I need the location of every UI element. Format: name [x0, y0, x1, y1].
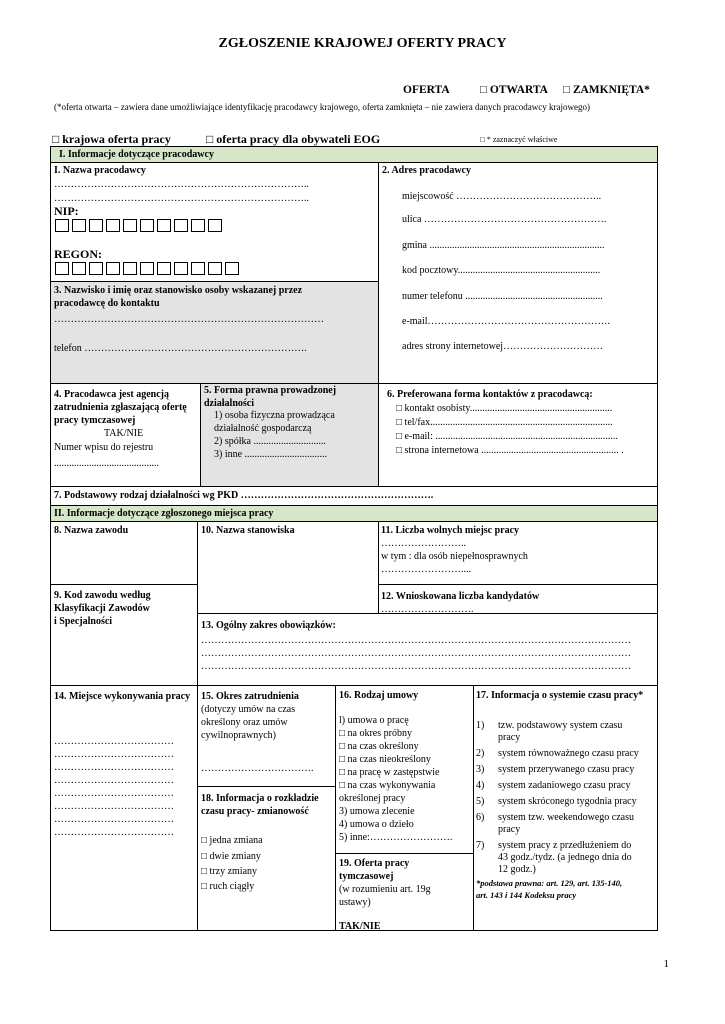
legal-form-label: 5. Forma prawna prowadzonej działalności — [204, 385, 337, 409]
eog-offer-checkbox[interactable]: □ oferta pracy dla obywateli EOG — [206, 132, 381, 146]
working-time-option[interactable]: tzw. podstawowy system czasu — [498, 720, 623, 731]
vacancies-disabled-label: w tym : dla osób niepełnosprawnych — [381, 551, 528, 562]
employment-period-desc-1: (dotyczy umów na czas — [201, 704, 296, 715]
shift-one[interactable]: □ jedna zmiana — [201, 835, 263, 846]
legal-form-item-1[interactable]: 1) osoba fizyczna prowadząca — [214, 410, 335, 421]
address-postcode[interactable]: kod pocztowy......................................................... — [402, 265, 601, 276]
contract-task-b: określonej pracy — [339, 793, 406, 804]
form-title: ZGŁOSZENIE KRAJOWEJ OFERTY PRACY — [218, 36, 507, 51]
address-street[interactable]: ulica ………………………………………………. — [402, 214, 607, 225]
working-time-option[interactable]: system równoważnego czasu pracy — [498, 748, 639, 759]
address-email[interactable]: e-mail………………………………………………. — [402, 316, 611, 327]
offer-closed-checkbox[interactable]: □ ZAMKNIĘTA* — [563, 84, 650, 96]
agency-yesno[interactable]: TAK/NIE — [104, 428, 144, 439]
contact-form-website[interactable]: □ strona internetowa ....................................................... . — [396, 445, 624, 456]
location-line-8[interactable]: ……………………………… — [54, 827, 174, 838]
regon-cells[interactable] — [55, 262, 242, 275]
duties-line-2[interactable]: ………………………………………………………………………………………………………………… — [201, 648, 631, 659]
occupation-label: 8. Nazwa zawodu — [54, 525, 129, 536]
legal-form-item-3[interactable]: 3) inne ................................. — [214, 449, 328, 460]
nip-cells[interactable] — [55, 219, 225, 232]
pkd-label[interactable]: 7. Podstawowy rodzaj działalności wg PKD …………………………………………………. — [54, 490, 434, 501]
working-time-label: 17. Informacja o systemie czasu pracy* — [476, 690, 644, 701]
vacancies-label: 11. Liczba wolnych miejsc pracy — [381, 525, 520, 536]
contract-other[interactable]: 5) inne:……………………. — [339, 832, 453, 843]
working-time-number: 3) — [476, 764, 485, 775]
temp-offer-label-2: tymczasowej — [339, 871, 394, 882]
candidates-label: 12. Wnioskowana liczba kandydatów — [381, 591, 540, 602]
address-phone[interactable]: numer telefonu ....................................................... — [402, 291, 603, 302]
location-line-5[interactable]: ……………………………… — [54, 788, 174, 799]
working-time-number: 1) — [476, 720, 485, 731]
address-commune[interactable]: gmina ...................................................................... — [402, 240, 605, 251]
section-1-header — [50, 146, 658, 163]
contract-mandate[interactable]: 3) umowa zlecenie — [339, 806, 415, 817]
contact-person-label: 3. Nazwisko i imię oraz stanowisko osoby wskazanej przez pracodawcę do kontaktu — [54, 285, 303, 309]
employer-name-line-2[interactable]: ………………………………………………………………….. — [54, 193, 309, 204]
workplace-location-label: 14. Miejsce wykonywania pracy — [54, 691, 191, 702]
vacancies-disabled-dots[interactable]: …………………….... — [381, 564, 471, 575]
legal-basis-1: *podstawa prawna: art. 129, art. 135-140, — [476, 878, 623, 888]
contract-employment[interactable]: l) umowa o pracę — [339, 715, 409, 726]
section-2-header — [50, 505, 658, 522]
location-line-6[interactable]: ……………………………… — [54, 801, 174, 812]
working-time-option[interactable]: system zadaniowego czasu pracy — [498, 780, 631, 791]
location-line-7[interactable]: ……………………………… — [54, 814, 174, 825]
legal-form-item-1b: działalność gospodarczą — [214, 423, 312, 434]
legal-basis-2: art. 143 i 144 Kodeksu pracy — [476, 890, 577, 900]
working-time-number: 5) — [476, 796, 485, 807]
candidates-dots[interactable]: ………………………. — [381, 604, 474, 615]
duties-label: 13. Ogólny zakres obowiązków: — [201, 620, 336, 631]
employment-period-dots[interactable]: ……………………………. — [201, 763, 314, 774]
mark-note: □ * zaznaczyć właściwe — [480, 135, 558, 144]
address-website[interactable]: adres strony internetowej………………………… — [402, 341, 604, 352]
location-line-1[interactable]: ……………………………… — [54, 736, 174, 747]
working-time-number: 6) — [476, 812, 485, 823]
registry-dots[interactable]: .......................................... — [54, 458, 159, 469]
temp-offer-label-1: 19. Oferta pracy — [339, 858, 410, 869]
working-time-option[interactable]: system pracy z przedłużeniem do — [498, 840, 632, 851]
offer-label: OFERTA — [403, 84, 450, 96]
temp-offer-desc-2: ustawy) — [339, 897, 371, 908]
working-time-option: pracy — [498, 824, 521, 835]
contact-form-telfax[interactable]: □ tel/fax......................................................................... — [396, 417, 613, 428]
employment-period-desc-3: cywilnoprawnych) — [201, 730, 276, 741]
employment-period-desc-2: określony oraz umów — [201, 717, 288, 728]
contact-person-dots[interactable]: ……………………………………………………………………… — [54, 314, 324, 325]
section-2-title: II. Informacje dotyczące zgłoszonego miejsca pracy — [54, 508, 274, 519]
working-time-option: pracy — [498, 732, 521, 743]
location-line-2[interactable]: ……………………………… — [54, 749, 174, 760]
working-time-number: 2) — [476, 748, 485, 759]
vacancies-dots[interactable]: …………………….. — [381, 538, 466, 549]
location-line-3[interactable]: ……………………………… — [54, 762, 174, 773]
employment-period-label: 15. Okres zatrudnienia — [201, 691, 299, 702]
employer-name-line-1[interactable]: ………………………………………………………………….. — [54, 179, 309, 190]
occupation-code-label-3: i Specjalności — [54, 616, 113, 627]
address-locality[interactable]: miejscowość …………………………………….. — [402, 191, 602, 202]
contract-trial[interactable]: □ na okres próbny — [339, 728, 412, 739]
contract-type-label: 16. Rodzaj umowy — [339, 690, 419, 701]
shift-three[interactable]: □ trzy zmiany — [201, 866, 258, 877]
registry-label: Numer wpisu do rejestru — [54, 442, 154, 453]
contact-form-label: 6. Preferowana forma kontaktów z pracodawcą: — [387, 389, 593, 400]
employer-name-label: I. Nazwa pracodawcy — [54, 165, 146, 176]
domestic-offer-checkbox[interactable]: □ krajowa oferta pracy — [52, 132, 171, 146]
contract-task[interactable]: □ na czas wykonywania — [339, 780, 436, 791]
nip-label: NIP: — [54, 204, 79, 218]
contract-indefinite[interactable]: □ na czas nieokreślony — [339, 754, 431, 765]
occupation-code-label-2: Klasyfikacji Zawodów — [54, 603, 150, 614]
schedule-label-1: 18. Informacja o rozkładzie — [201, 793, 319, 804]
working-time-number: 7) — [476, 840, 485, 851]
position-label: 10. Nazwa stanowiska — [201, 525, 295, 536]
contact-form-personal[interactable]: □ kontakt osobisty......................................................... — [396, 403, 613, 414]
schedule-label-2: czasu pracy- zmianowość — [201, 806, 309, 817]
regon-label: REGON: — [54, 247, 102, 261]
offer-open-checkbox[interactable]: □ OTWARTA — [480, 84, 548, 96]
legal-form-item-2[interactable]: 2) spółka ............................. — [214, 436, 326, 447]
temp-offer-desc-1: (w rozumieniu art. 19g — [339, 884, 431, 895]
duties-line-3[interactable]: ………………………………………………………………………………………………………………… — [201, 661, 631, 672]
agency-label: 4. Pracodawca jest agencją zatrudnienia zgłaszającą ofertę pracy tymczasowej — [54, 389, 187, 426]
contact-form-email[interactable]: □ e-mail: ......................................................................... — [396, 431, 618, 442]
working-time-option[interactable]: system przerywanego czasu pracy — [498, 764, 635, 775]
shift-continuous[interactable]: □ ruch ciągły — [201, 881, 255, 892]
working-time-option: 12 godz.) — [498, 864, 536, 875]
contract-fixed[interactable]: □ na czas określony — [339, 741, 419, 752]
contact-phone[interactable]: telefon …………………………………………………………. — [54, 343, 307, 354]
contract-work[interactable]: 4) umowa o dzieło — [339, 819, 414, 830]
working-time-option[interactable]: system tzw. weekendowego czasu — [498, 812, 634, 823]
working-time-option: 43 godz./tydz. (a jednego dnia do — [498, 852, 632, 863]
working-time-number: 4) — [476, 780, 485, 791]
offer-note: (*oferta otwarta – zawiera dane umożliwiające identyfikację pracodawcy krajowego, oferta zamknięta – nie zawiera danych pracodawcy krajowego) — [54, 102, 590, 112]
shift-two[interactable]: □ dwie zmiany — [201, 851, 261, 862]
pkd-field — [50, 486, 658, 506]
occupation-code-label-1: 9. Kod zawodu według — [54, 590, 151, 601]
duties-line-1[interactable]: ………………………………………………………………………………………………………………… — [201, 635, 631, 646]
page-number: 1 — [663, 958, 669, 970]
location-line-4[interactable]: ……………………………… — [54, 775, 174, 786]
working-time-option[interactable]: system skróconego tygodnia pracy — [498, 796, 637, 807]
temp-offer-yesno[interactable]: TAK/NIE — [339, 921, 381, 932]
section-1-title: I. Informacje dotyczące pracodawcy — [59, 149, 214, 160]
address-label: 2. Adres pracodawcy — [382, 165, 471, 176]
contract-replacement[interactable]: □ na pracę w zastępstwie — [339, 767, 440, 778]
